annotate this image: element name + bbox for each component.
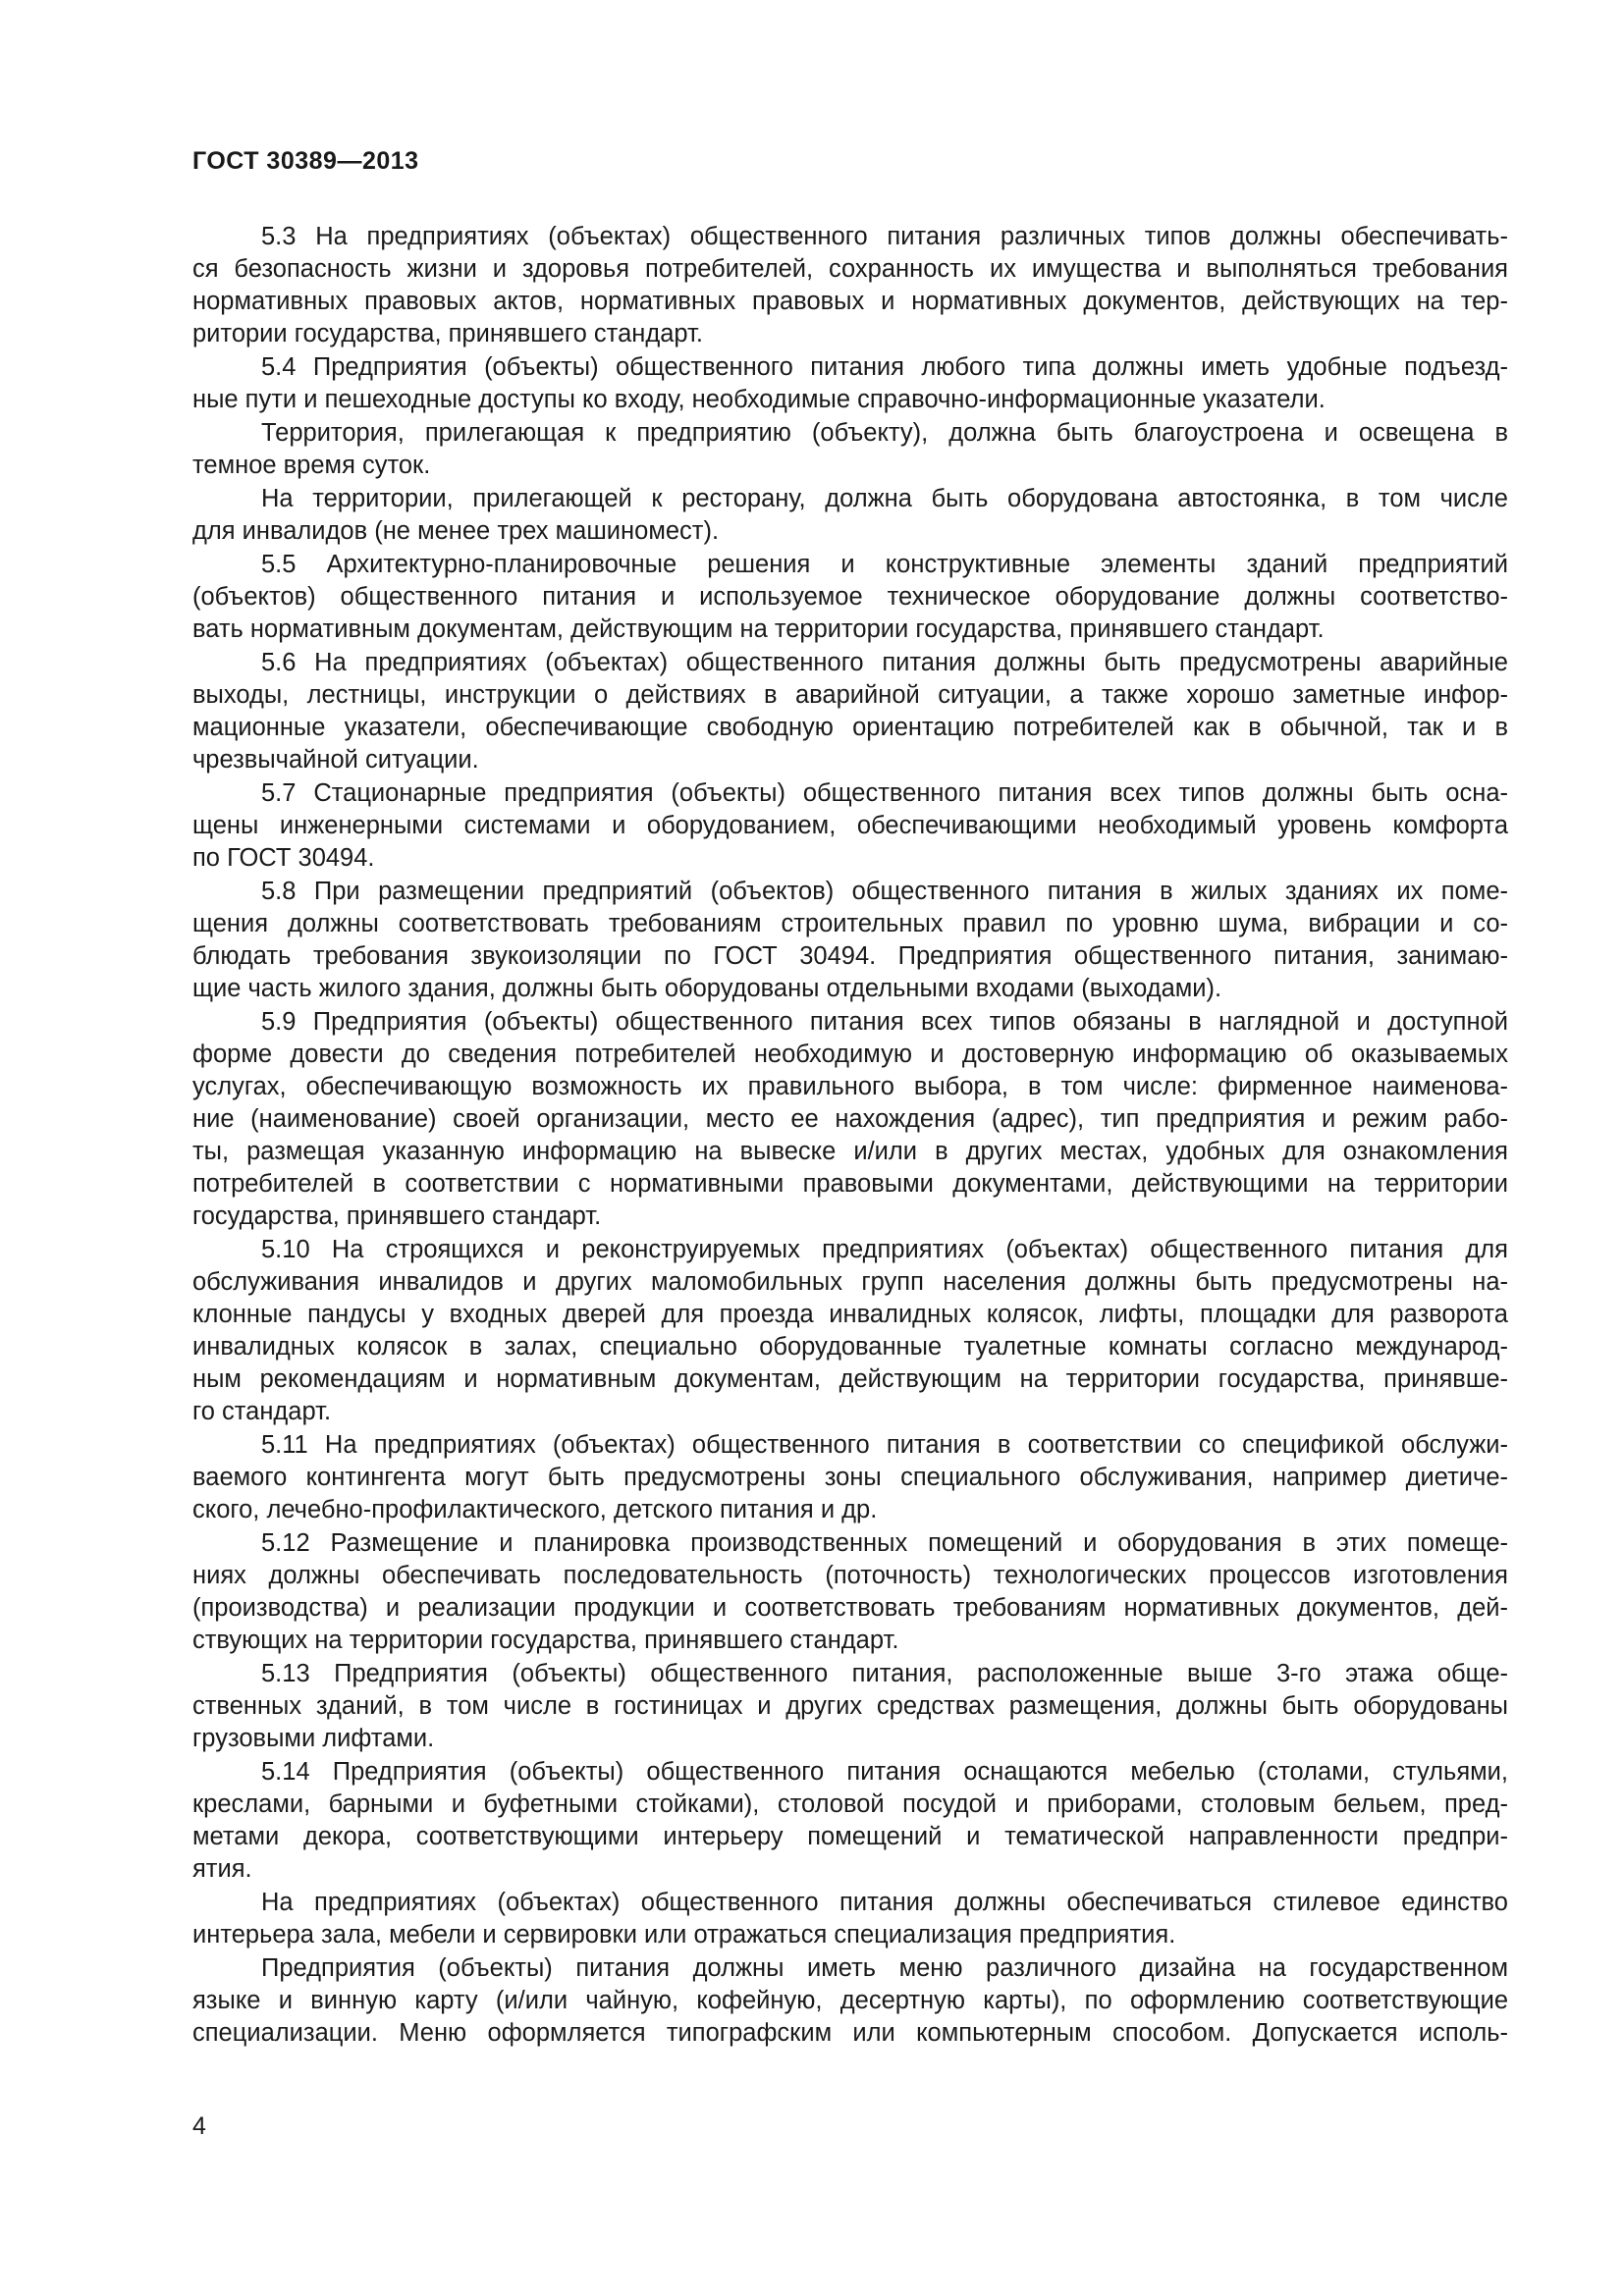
- paragraph-line: 5.8 При размещении предприятий (объектов) общественного питания в жилых зданиях их поме-: [261, 878, 1508, 905]
- paragraph-line: мационные указатели, обеспечивающие свободную ориентацию потребителей как в обычной, так и в: [192, 714, 1508, 741]
- paragraph-line: 5.9 Предприятия (объекты) общественного питания всех типов обязаны в наглядной и доступной: [261, 1008, 1508, 1036]
- paragraph-line: блюдать требования звукоизоляции по ГОСТ 30494. Предприятия общественного питания, занимаю-: [192, 942, 1508, 970]
- paragraph: [192, 876, 1508, 1005]
- paragraph-line: (объектов) общественного питания и используемое техническое оборудование должны соответство-: [192, 583, 1508, 611]
- paragraph-line: ным рекомендациям и нормативным документам, действующим на территории государства, принявше-: [192, 1365, 1508, 1393]
- paragraph-line: 5.11 На предприятиях (объектах) общественного питания в соответствии со спецификой обслужи-: [261, 1431, 1508, 1459]
- paragraph-line: форме довести до сведения потребителей необходимую и достоверную информацию об оказываемых: [192, 1041, 1508, 1068]
- paragraph: [192, 483, 1508, 548]
- paragraph-line: ятия.: [192, 1855, 252, 1883]
- paragraph-line: креслами, барными и буфетными стойками), столовой посудой и приборами, столовым бельем, пред-: [192, 1790, 1508, 1818]
- page-number: 4: [192, 2112, 206, 2140]
- paragraph: [192, 1756, 1508, 1886]
- paragraph-line: Территория, прилегающая к предприятию (объекту), должна быть благоустроена и освещена в: [261, 419, 1508, 447]
- paragraph: [192, 221, 1508, 350]
- paragraph: [192, 417, 1508, 482]
- paragraph-line: языке и винную карту (и/или чайную, кофейную, десертную карты), по оформлению соответствующие: [192, 1987, 1508, 2014]
- paragraph-line: 5.4 Предприятия (объекты) общественного питания любого типа должны иметь удобные подъезд-: [261, 353, 1508, 381]
- paragraph-line: ниях должны обеспечивать последовательность (поточность) технологических процессов изготовления: [192, 1562, 1508, 1589]
- paragraph-line: государства, принявшего стандарт.: [192, 1202, 602, 1230]
- paragraph: [192, 1429, 1508, 1526]
- paragraph: [192, 1006, 1508, 1233]
- paragraph-line: ты, размещая указанную информацию на вывеске и/или в других местах, удобных для ознакомления: [192, 1138, 1508, 1165]
- paragraph-line: 5.6 На предприятиях (объектах) общественного питания должны быть предусмотрены аварийные: [261, 649, 1508, 676]
- paragraph: [192, 647, 1508, 776]
- paragraph: [192, 1234, 1508, 1428]
- paragraph: [192, 549, 1508, 646]
- paragraph-line: интерьера зала, мебели и сервировки или отражаться специализация предприятия.: [192, 1921, 1176, 1949]
- paragraph-line: ственных зданий, в том числе в гостиницах и других средствах размещения, должны быть оборудованы: [192, 1692, 1508, 1720]
- paragraph-line: 5.5 Архитектурно-планировочные решения и конструктивные элементы зданий предприятий: [261, 551, 1508, 578]
- paragraph-line: нормативных правовых актов, нормативных правовых и нормативных документов, действующих на тер-: [192, 288, 1508, 315]
- paragraph-line: инвалидных колясок в залах, специально оборудованные туалетные комнаты согласно международ-: [192, 1333, 1508, 1361]
- paragraph-line: На предприятиях (объектах) общественного питания должны обеспечиваться стилевое единство: [261, 1889, 1508, 1916]
- paragraph-line: 5.12 Размещение и планировка производственных помещений и оборудования в этих помеще-: [261, 1529, 1508, 1557]
- paragraph-line: 5.13 Предприятия (объекты) общественного питания, расположенные выше 3-го этажа обще-: [261, 1660, 1508, 1687]
- paragraph-line: ные пути и пешеходные доступы ко входу, необходимые справочно-информационные указатели.: [192, 386, 1326, 413]
- paragraph: [192, 1527, 1508, 1657]
- paragraph-line: грузовыми лифтами.: [192, 1725, 435, 1752]
- paragraph: [192, 1887, 1508, 1951]
- paragraph-line: щены инженерными системами и оборудованием, обеспечивающими необходимый уровень комфорта: [192, 812, 1508, 839]
- paragraph: [192, 777, 1508, 875]
- paragraph-line: 5.14 Предприятия (объекты) общественного питания оснащаются мебелью (столами, стульями,: [261, 1758, 1508, 1786]
- document-body: [192, 221, 1508, 2051]
- paragraph-line: вать нормативным документам, действующим на территории государства, принявшего стандарт.: [192, 615, 1325, 643]
- paragraph-line: щие часть жилого здания, должны быть оборудованы отдельными входами (выходами).: [192, 975, 1222, 1002]
- paragraph-line: ритории государства, принявшего стандарт.: [192, 320, 703, 347]
- paragraph-line: го стандарт.: [192, 1398, 332, 1425]
- paragraph-line: (производства) и реализации продукции и соответствовать требованиям нормативных документов, дей-: [192, 1594, 1508, 1622]
- paragraph: [192, 351, 1508, 416]
- paragraph-line: выходы, лестницы, инструкции о действиях в аварийной ситуации, а также хорошо заметные инфор-: [192, 681, 1508, 709]
- paragraph-line: специализации. Меню оформляется типографским или компьютерным способом. Допускается исполь-: [192, 2019, 1508, 2047]
- document-header: ГОСТ 30389—2013: [192, 147, 419, 175]
- paragraph: [192, 1952, 1508, 2050]
- paragraph-line: На территории, прилегающей к ресторану, должна быть оборудована автостоянка, в том числе: [261, 485, 1508, 512]
- paragraph-line: потребителей в соответствии с нормативными правовыми документами, действующими на территории: [192, 1170, 1508, 1198]
- paragraph-line: ствующих на территории государства, принявшего стандарт.: [192, 1627, 899, 1654]
- paragraph-line: метами декора, соответствующими интерьеру помещений и тематической направленности предпри-: [192, 1823, 1508, 1850]
- paragraph-line: 5.10 На строящихся и реконструируемых предприятиях (объектах) общественного питания для: [261, 1236, 1508, 1263]
- paragraph-line: щения должны соответствовать требованиям строительных правил по уровню шума, вибрации и со-: [192, 910, 1508, 937]
- paragraph-line: обслуживания инвалидов и других маломобильных групп населения должны быть предусмотрены на-: [192, 1268, 1508, 1296]
- paragraph-line: услугах, обеспечивающую возможность их правильного выбора, в том числе: фирменное наименова-: [192, 1073, 1508, 1100]
- paragraph-line: ся безопасность жизни и здоровья потребителей, сохранность их имущества и выполняться требования: [192, 255, 1508, 283]
- paragraph-line: 5.3 На предприятиях (объектах) общественного питания различных типов должны обеспечивать-: [261, 223, 1508, 250]
- paragraph-line: чрезвычайной ситуации.: [192, 746, 479, 774]
- paragraph-line: ваемого контингента могут быть предусмотрены зоны специального обслуживания, например диетиче-: [192, 1464, 1508, 1491]
- paragraph-line: для инвалидов (не менее трех машиномест).: [192, 517, 720, 545]
- paragraph-line: клонные пандусы у входных дверей для проезда инвалидных колясок, лифты, площадки для разворота: [192, 1301, 1508, 1328]
- paragraph-line: ского, лечебно-профилактического, детского питания и др.: [192, 1496, 878, 1523]
- paragraph-line: по ГОСТ 30494.: [192, 844, 375, 872]
- paragraph-line: 5.7 Стационарные предприятия (объекты) общественного питания всех типов должны быть осна-: [261, 779, 1508, 807]
- paragraph: [192, 1658, 1508, 1755]
- paragraph-line: Предприятия (объекты) питания должны иметь меню различного дизайна на государственном: [261, 1954, 1508, 1982]
- paragraph-line: темное время суток.: [192, 452, 431, 479]
- paragraph-line: ние (наименование) своей организации, место ее нахождения (адрес), тип предприятия и режим рабо-: [192, 1105, 1508, 1133]
